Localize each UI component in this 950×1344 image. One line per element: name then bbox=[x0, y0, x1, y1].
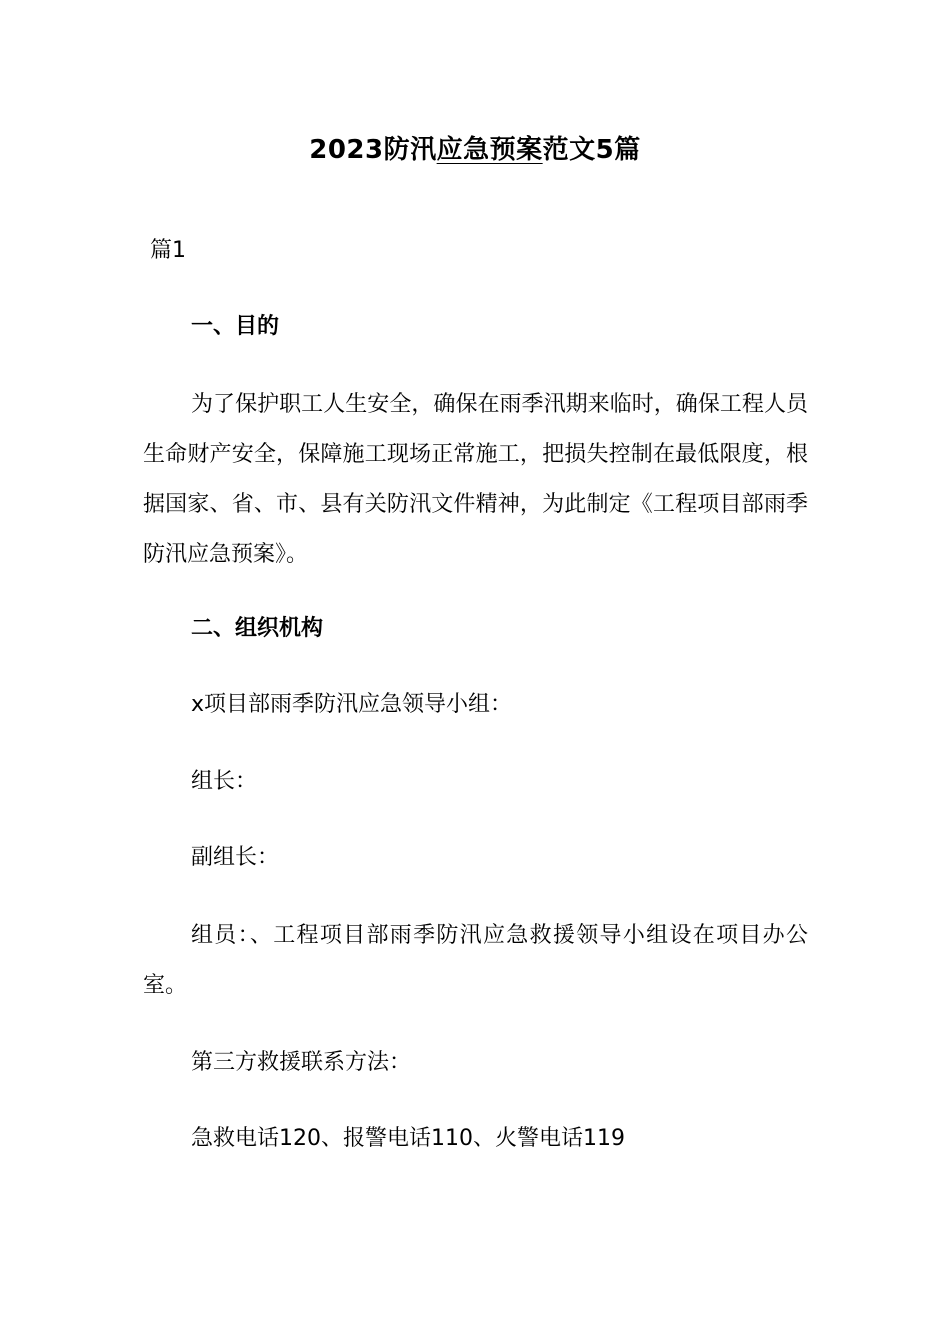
members-paragraph: 组员：、工程项目部雨季防汛应急救援领导小组设在项目办公室。 bbox=[143, 923, 808, 998]
leader-line: 组长： bbox=[191, 769, 258, 794]
phones-line: 急救电话120、报警电话110、火警电话119 bbox=[191, 1126, 625, 1151]
document-title bbox=[0, 130, 950, 170]
paragraph-purpose: 为了保护职工人生安全，确保在雨季汛期来临时，确保工程人员生命财产安全，保障施工现场正常施工，把损失控制在最低限度，根据国家、省、市、县有关防汛文件精神，为此制定《工程项目部雨季防汛应急预案》。 bbox=[143, 392, 808, 567]
heading-organization: 二、组织机构 bbox=[191, 616, 324, 641]
org-group-line: x项目部雨季防汛应急领导小组： bbox=[191, 692, 513, 717]
heading-purpose: 一、目的 bbox=[191, 314, 280, 339]
deputy-leader-line: 副组长： bbox=[191, 845, 280, 870]
section-label: 篇1 bbox=[150, 238, 186, 263]
title-suffix: 范文5篇 bbox=[542, 135, 641, 165]
contact-title-line: 第三方救援联系方法： bbox=[191, 1050, 412, 1075]
title-underlined: 应急预案 bbox=[436, 135, 543, 165]
title-prefix: 2023防汛 bbox=[309, 135, 437, 165]
